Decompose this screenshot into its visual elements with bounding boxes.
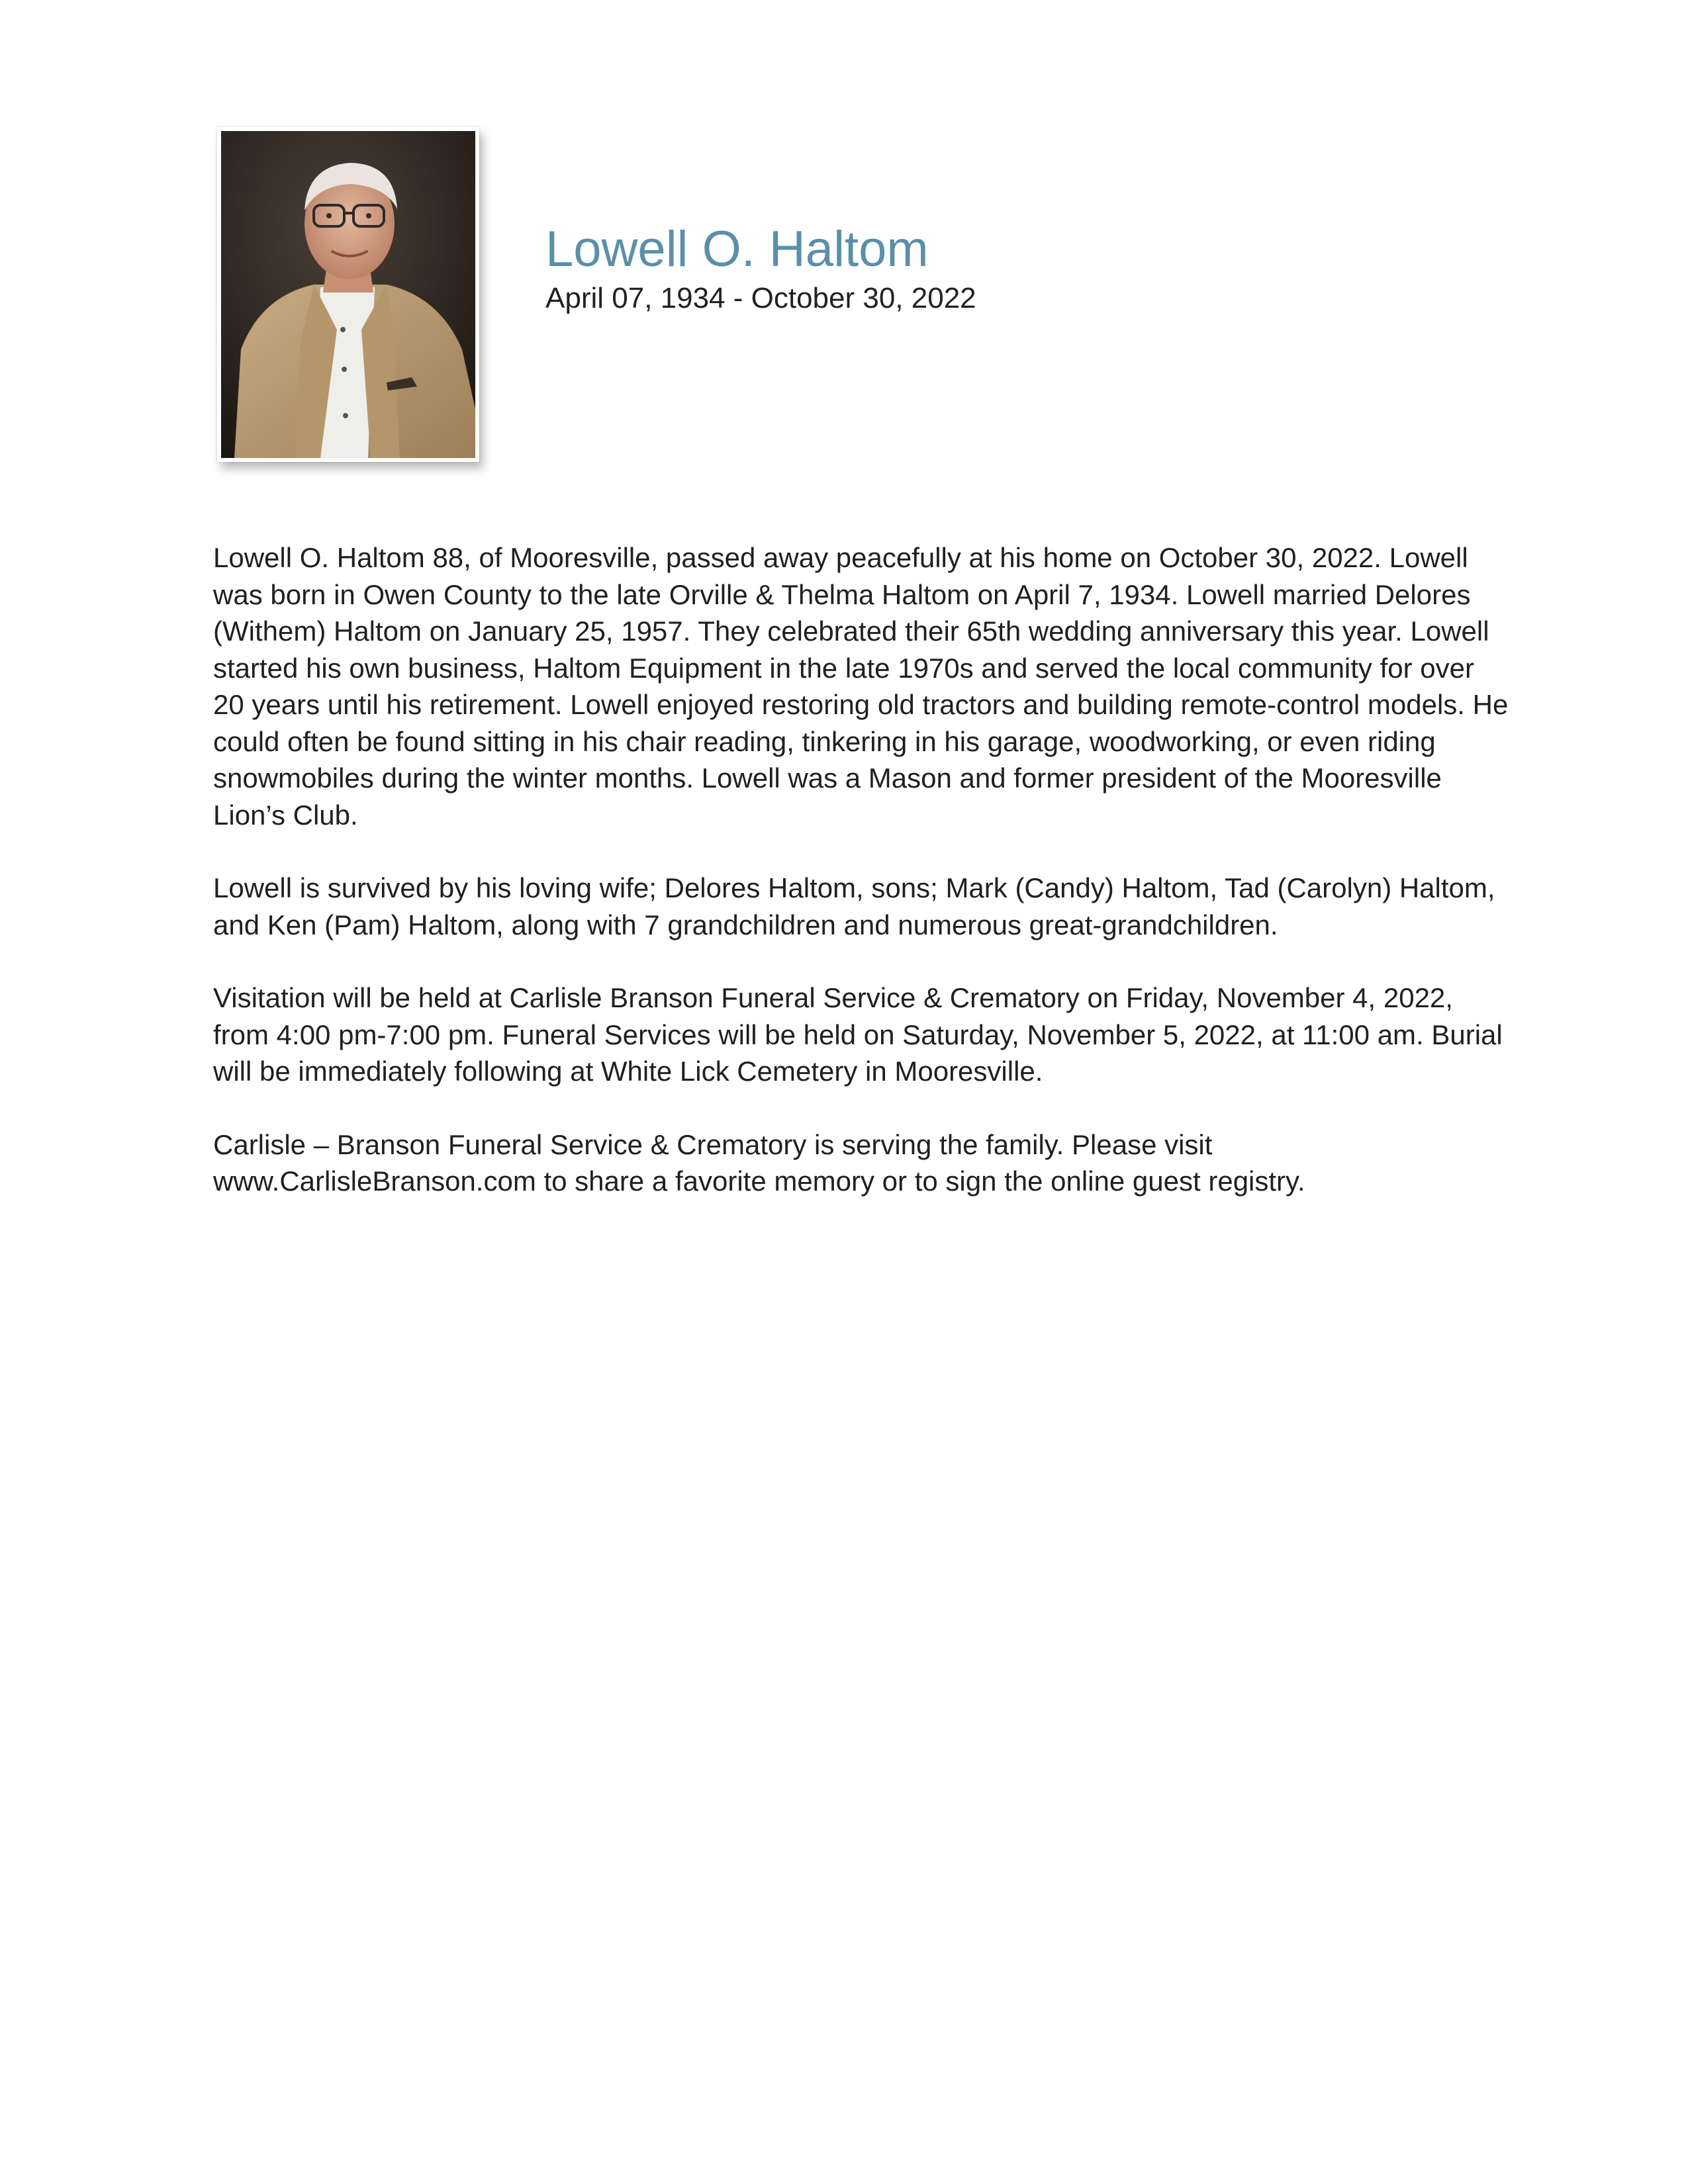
obituary-paragraph-survivors: Lowell is survived by his loving wife; Delores Haltom, sons; Mark (Candy) Haltom, Tad (Carolyn) Haltom, and Ken (Pam) Haltom, along with 7 grandchildren and numerous great-grandchildren. <box>213 872 1495 940</box>
life-dates: April 07, 1934 - October 30, 2022 <box>545 282 976 314</box>
obituary-body <box>213 539 1511 1236</box>
portrait-photo <box>217 127 479 462</box>
portrait-image <box>221 131 475 458</box>
obituary-paragraph-biography: Lowell O. Haltom 88, of Mooresville, passed away peacefully at his home on October 30, 2022. Lowell was born in Owen County to the late Orville & Thelma Haltom on April 7, 1934. Lowell married Delores (Withem) Haltom on January 25, 1957. They celebrated their 65th wedding anniversary this year. Lowell started his own business, Haltom Equipment in the late 1970s and served the local community for over 20 years until his retirement. Lowell enjoyed restoring old tractors and building remote-control models. He could often be found sitting in his chair reading, tinkering in his garage, woodworking, or even riding snowmobiles during the winter months. Lowell was a Mason and former president of the Mooresville Lion’s Club. <box>213 542 1509 831</box>
obituary-paragraph-funeral-home: Carlisle – Branson Funeral Service & Crematory is serving the family. Please visit www.CarlisleBranson.com to share a favorite memory or to sign the online guest registry. <box>213 1128 1305 1197</box>
deceased-name: Lowell O. Haltom <box>545 221 929 277</box>
obituary-paragraph-services: Visitation will be held at Carlisle Branson Funeral Service & Crematory on Friday, November 4, 2022, from 4:00 pm-7:00 pm. Funeral Services will be held on Saturday, November 5, 2022, at 11:00 am. Burial will be immediately following at White Lick Cemetery in Mooresville. <box>213 982 1503 1087</box>
